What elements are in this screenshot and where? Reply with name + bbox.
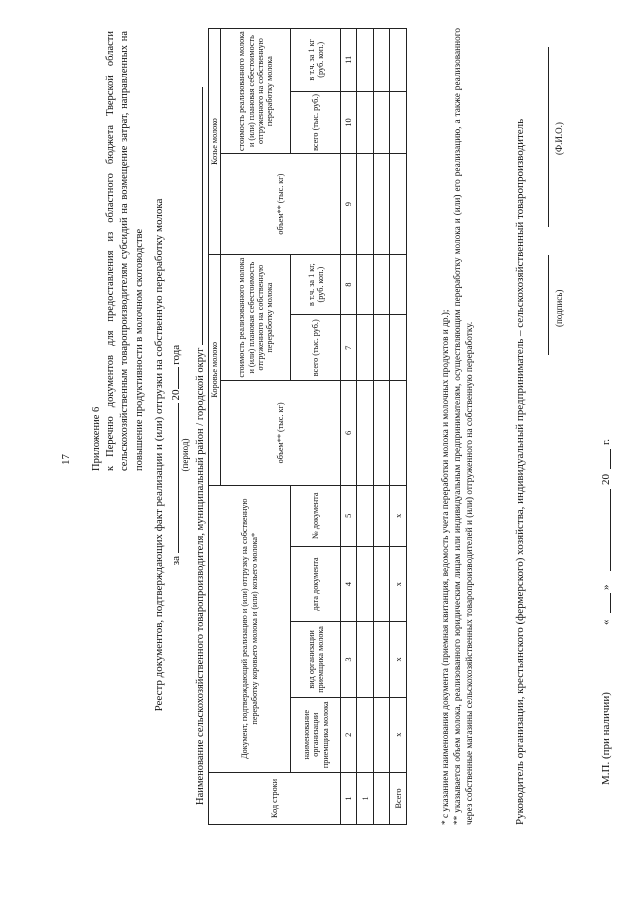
period-blank bbox=[168, 403, 179, 553]
table-cell bbox=[390, 91, 407, 154]
header-goat-milk: Козье молоко bbox=[209, 29, 221, 255]
table-cell bbox=[374, 622, 390, 697]
footnotes bbox=[440, 28, 476, 825]
producer-line bbox=[192, 15, 208, 805]
date-year-prefix: 20 bbox=[600, 474, 612, 485]
table-cell bbox=[357, 697, 374, 772]
header-doc-date: дата документа bbox=[291, 546, 341, 621]
producer-label: Наименование сельскохозяйственного товаропроизводителя, муниципальный район / городской округ bbox=[195, 347, 206, 805]
col-number: 6 bbox=[341, 381, 357, 485]
footnote-1: * с указанием наименования документа (приемная квитанция, ведомость учета переработки молока и молочных продуктов и др.); bbox=[441, 309, 451, 825]
total-row-x: x bbox=[390, 485, 407, 546]
col-number: 5 bbox=[341, 485, 357, 546]
table-cell bbox=[357, 381, 374, 485]
table-cell bbox=[390, 315, 407, 381]
total-row bbox=[390, 29, 407, 825]
producer-blank bbox=[192, 87, 203, 345]
header-cow-per-kg: в т.ч. за 1 кг, (руб. коп.) bbox=[291, 254, 341, 314]
col-number: 4 bbox=[341, 546, 357, 621]
registry-table bbox=[208, 28, 407, 825]
col-number: 3 bbox=[341, 622, 357, 697]
signature-caption: (подпись) bbox=[554, 289, 564, 327]
fio-caption: (Ф.И.О.) bbox=[554, 122, 564, 155]
header-document: Документ, подтверждающий реализацию и (или) отгрузку на собственную переработку коровьего молока и (или) козьего молока* bbox=[209, 485, 291, 772]
total-row-x: x bbox=[390, 622, 407, 697]
appendix-text: к Перечню документов для предоставления из областного бюджета Тверской области сельскохозяйственным товаропроизводителям субсидий на возмещение затрат, направленных на повышение продуктивности в молочном скотоводстве bbox=[105, 31, 145, 471]
col-number: 8 bbox=[341, 254, 357, 314]
table-cell bbox=[374, 254, 390, 314]
registry-title: Реестр документов, подтверждающих факт реализации и (или) отгрузки на собственную переработку молока bbox=[153, 198, 165, 712]
table-cell bbox=[374, 91, 390, 154]
table-cell bbox=[390, 29, 407, 92]
date-close-quote: » bbox=[600, 584, 612, 590]
header-receiver-name: наименование организации приемщика молока bbox=[291, 697, 341, 772]
stamp-label: М.П. (при наличии) bbox=[600, 692, 612, 785]
row-code: 1 bbox=[357, 772, 374, 824]
period-prefix: за bbox=[170, 555, 182, 566]
table-cell bbox=[374, 697, 390, 772]
table-cell bbox=[374, 772, 390, 824]
table-cell bbox=[374, 546, 390, 621]
date-year-suffix: г. bbox=[600, 438, 612, 445]
table-cell bbox=[357, 91, 374, 154]
table-cell bbox=[374, 485, 390, 546]
header-goat-cost: стоимость реализованного молока и (или) плановая себестоимость отгруженного на собственную переработку молока bbox=[221, 29, 291, 154]
header-code: Код строки bbox=[209, 772, 341, 824]
table-cell bbox=[357, 154, 374, 255]
table-cell bbox=[390, 381, 407, 485]
col-number: 10 bbox=[341, 91, 357, 154]
col-number: 11 bbox=[341, 29, 357, 92]
col-number: 2 bbox=[341, 697, 357, 772]
table-cell bbox=[357, 254, 374, 314]
header-cow-cost: стоимость реализованного молока и (или) плановая себестоимость отгруженного на собственную переработку молока bbox=[221, 254, 291, 380]
col-number: 1 bbox=[341, 772, 357, 824]
page-number: 17 bbox=[60, 454, 72, 465]
period-year-prefix: 20 bbox=[170, 389, 182, 401]
date-open-quote: « bbox=[600, 619, 612, 625]
fio-blank bbox=[538, 47, 549, 227]
head-role: Руководитель организации, крестьянского (фермерского) хозяйства, индивидуальный предприниматель – сельскохозяйственный товаропроизводитель bbox=[514, 118, 526, 825]
header-goat-total-rub: всего (тыс. руб.) bbox=[291, 91, 341, 154]
column-number-row bbox=[341, 29, 357, 825]
data-row-2 bbox=[374, 29, 390, 825]
table-cell bbox=[357, 546, 374, 621]
date-month-blank bbox=[600, 489, 611, 571]
table-cell bbox=[390, 254, 407, 314]
total-row-x: x bbox=[390, 546, 407, 621]
signature-row bbox=[538, 35, 568, 825]
date-year-blank bbox=[600, 449, 611, 469]
period-year-suffix: года bbox=[170, 344, 182, 365]
header-goat-per-kg: в т.ч. за 1 кг (руб. коп.) bbox=[291, 29, 341, 92]
signature-blank bbox=[538, 255, 549, 355]
table-cell bbox=[357, 315, 374, 381]
table-cell bbox=[357, 622, 374, 697]
header-cow-milk: Коровье молоко bbox=[209, 254, 221, 485]
table-cell bbox=[357, 485, 374, 546]
total-row-label: Всего bbox=[390, 772, 407, 824]
appendix-header bbox=[90, 31, 147, 471]
col-number: 9 bbox=[341, 154, 357, 255]
data-row-1 bbox=[357, 29, 374, 825]
header-goat-volume: объем** (тыс. кг) bbox=[221, 154, 341, 255]
table-cell bbox=[374, 315, 390, 381]
table-cell bbox=[390, 154, 407, 255]
header-receiver-type: вид организации приемщика молока bbox=[291, 622, 341, 697]
table-cell bbox=[374, 381, 390, 485]
header-cow-total-rub: всего (тыс. руб.) bbox=[291, 315, 341, 381]
header-row-1 bbox=[209, 29, 221, 825]
table-cell bbox=[357, 29, 374, 92]
period-year-blank bbox=[168, 367, 179, 389]
period-caption: (период) bbox=[180, 438, 190, 472]
table-cell bbox=[374, 29, 390, 92]
col-number: 7 bbox=[341, 315, 357, 381]
footnote-2: ** указывается объем молока, реализованного юридическим лицам или индивидуальным предпринимателям, осуществляющим переработку молока и (или) его реализацию, а также реализованного через собственные магазины сельскохозяйственных товаропроизводителей и (или) отгруженного на собственную переработку. bbox=[453, 28, 476, 825]
header-doc-number: № документа bbox=[291, 485, 341, 546]
table-cell bbox=[374, 154, 390, 255]
appendix-title: Приложение 6 bbox=[91, 406, 102, 471]
date-day-blank bbox=[600, 593, 611, 613]
header-cow-volume: объем** (тыс. кг) bbox=[221, 381, 341, 485]
total-row-x: x bbox=[390, 697, 407, 772]
